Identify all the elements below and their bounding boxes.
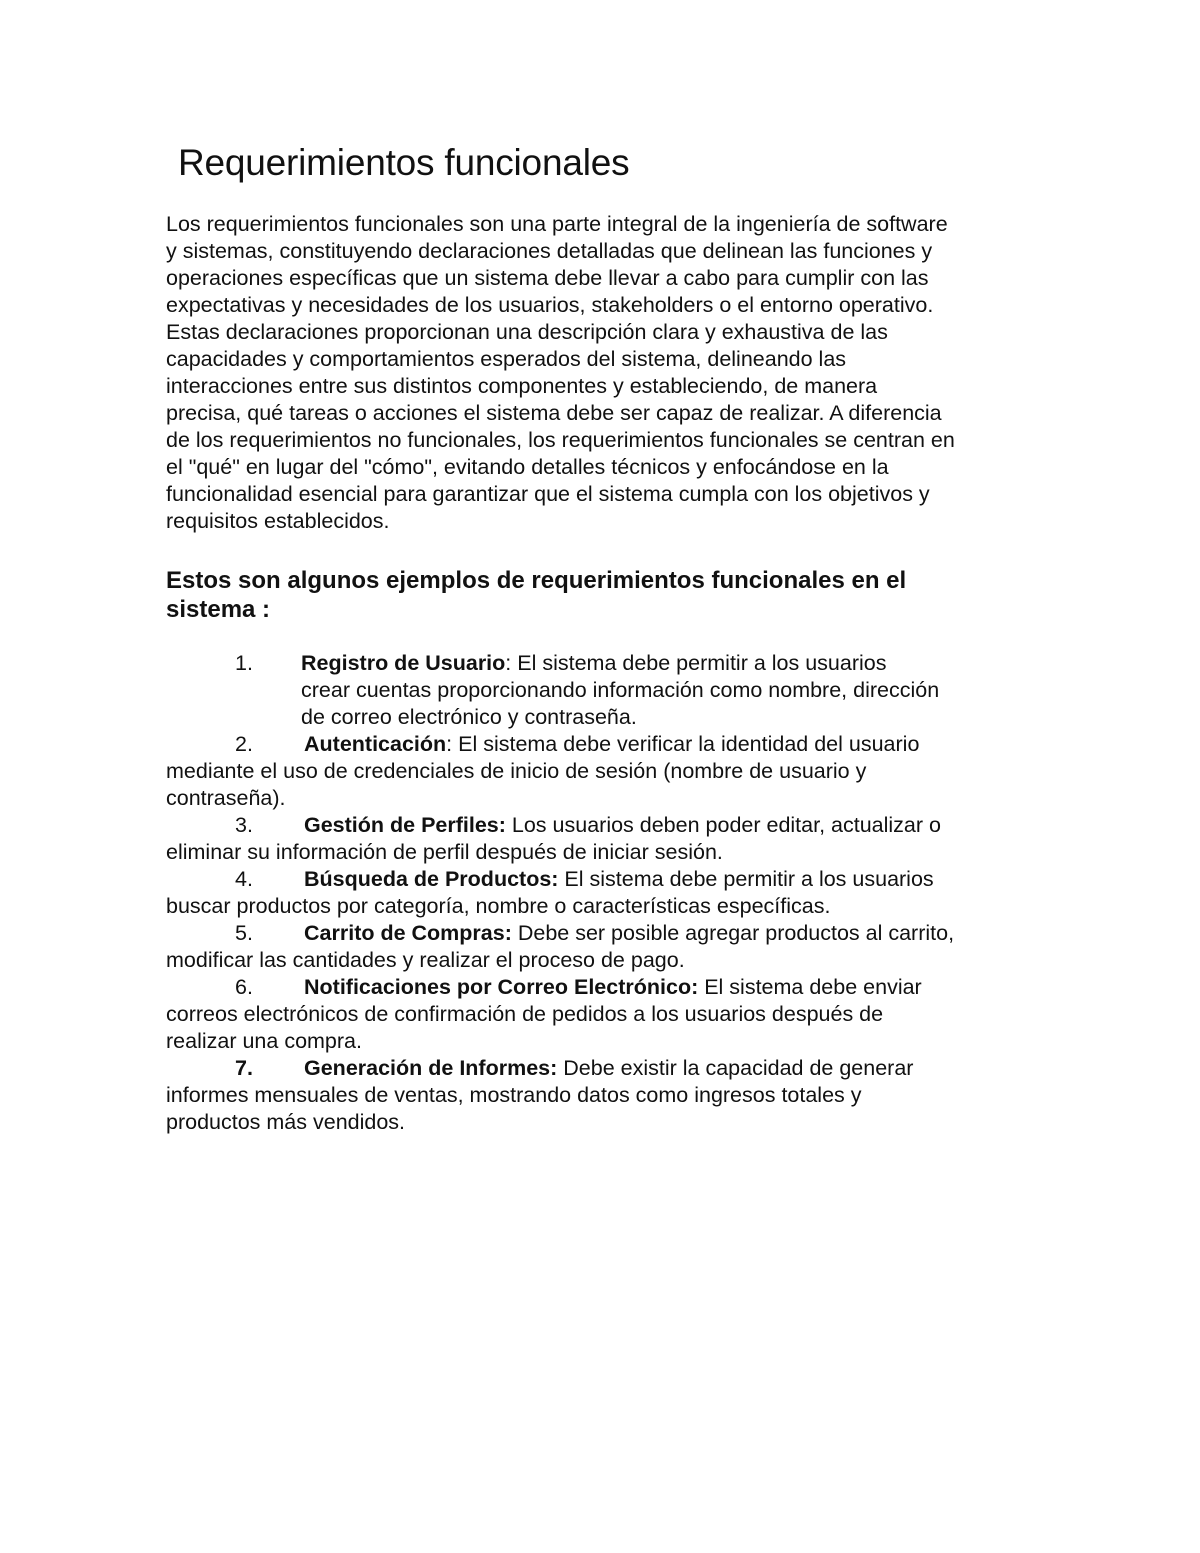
requirement-item: [166, 920, 1046, 974]
document-title: Requerimientos funcionales: [178, 142, 630, 183]
item-term: Búsqueda de Productos:: [304, 867, 559, 891]
intro-paragraph: [166, 211, 1046, 535]
examples-heading-line: Estos son algunos ejemplos de requerimientos funcionales en el: [166, 567, 907, 594]
item-text: Debe ser posible agregar productos al carrito,: [511, 921, 955, 945]
item-term: Carrito de Compras:: [304, 921, 512, 945]
intro-line: interacciones entre sus distintos componentes y estableciendo, de manera: [166, 374, 878, 398]
item-text: Los usuarios deben poder editar, actualizar o: [505, 813, 941, 837]
intro-line: funcionalidad esencial para garantizar que el sistema cumpla con los objetivos y: [166, 482, 930, 506]
intro-line: capacidades y comportamientos esperados del sistema, delineando las: [166, 347, 847, 371]
requirement-item: [166, 974, 1046, 1055]
intro-line: de los requerimientos no funcionales, los requerimientos funcionales se centran en: [166, 428, 955, 452]
requirement-item: [166, 1055, 1046, 1136]
item-number: 3.: [235, 813, 253, 837]
item-text: mediante el uso de credenciales de inicio de sesión (nombre de usuario y: [166, 759, 867, 783]
item-number: 1.: [235, 651, 253, 675]
item-text: crear cuentas proporcionando información como nombre, dirección: [301, 678, 940, 702]
intro-line: requisitos establecidos.: [166, 509, 390, 533]
item-text: eliminar su información de perfil después de iniciar sesión.: [166, 840, 723, 864]
item-text: de correo electrónico y contraseña.: [301, 705, 637, 729]
requirement-item: [166, 812, 1046, 866]
item-term: Registro de Usuario: [301, 651, 506, 675]
item-text: informes mensuales de ventas, mostrando datos como ingresos totales y: [166, 1083, 862, 1107]
intro-line: y sistemas, constituyendo declaraciones detalladas que delinean las funciones y: [166, 239, 933, 263]
item-text: contraseña).: [166, 786, 286, 810]
item-number: 4.: [235, 867, 253, 891]
item-term: Autenticación: [304, 732, 447, 756]
requirements-list: [166, 650, 1046, 1136]
examples-heading: [166, 566, 1046, 624]
item-text: realizar una compra.: [166, 1029, 362, 1053]
intro-line: Estas declaraciones proporcionan una descripción clara y exhaustiva de las: [166, 320, 888, 344]
item-number: 6.: [235, 975, 253, 999]
item-text: : El sistema debe permitir a los usuarios: [505, 651, 887, 675]
requirement-item: [166, 650, 1046, 731]
intro-line: expectativas y necesidades de los usuarios, stakeholders o el entorno operativo.: [166, 293, 934, 317]
item-number: 7.: [235, 1056, 253, 1080]
intro-line: el "qué" en lugar del "cómo", evitando detalles técnicos y enfocándose en la: [166, 455, 889, 479]
item-text: modificar las cantidades y realizar el proceso de pago.: [166, 948, 685, 972]
item-text: Debe existir la capacidad de generar: [557, 1056, 914, 1080]
item-text: productos más vendidos.: [166, 1110, 406, 1134]
item-term: Gestión de Perfiles:: [304, 813, 506, 837]
requirement-item: [166, 866, 1046, 920]
item-term: Notificaciones por Correo Electrónico:: [304, 975, 699, 999]
item-text: El sistema debe enviar: [698, 975, 922, 999]
item-term: Generación de Informes:: [304, 1056, 558, 1080]
requirement-item: [166, 731, 1046, 812]
item-text: : El sistema debe verificar la identidad del usuario: [446, 732, 920, 756]
item-text: El sistema debe permitir a los usuarios: [558, 867, 934, 891]
intro-line: precisa, qué tareas o acciones el sistema debe ser capaz de realizar. A diferencia: [166, 401, 942, 425]
item-number: 2.: [235, 732, 253, 756]
item-text: correos electrónicos de confirmación de pedidos a los usuarios después de: [166, 1002, 884, 1026]
item-number: 5.: [235, 921, 253, 945]
item-text: buscar productos por categoría, nombre o características específicas.: [166, 894, 831, 918]
intro-line: Los requerimientos funcionales son una parte integral de la ingeniería de software: [166, 212, 948, 236]
examples-heading-line: sistema :: [166, 596, 271, 623]
intro-line: operaciones específicas que un sistema debe llevar a cabo para cumplir con las: [166, 266, 929, 290]
